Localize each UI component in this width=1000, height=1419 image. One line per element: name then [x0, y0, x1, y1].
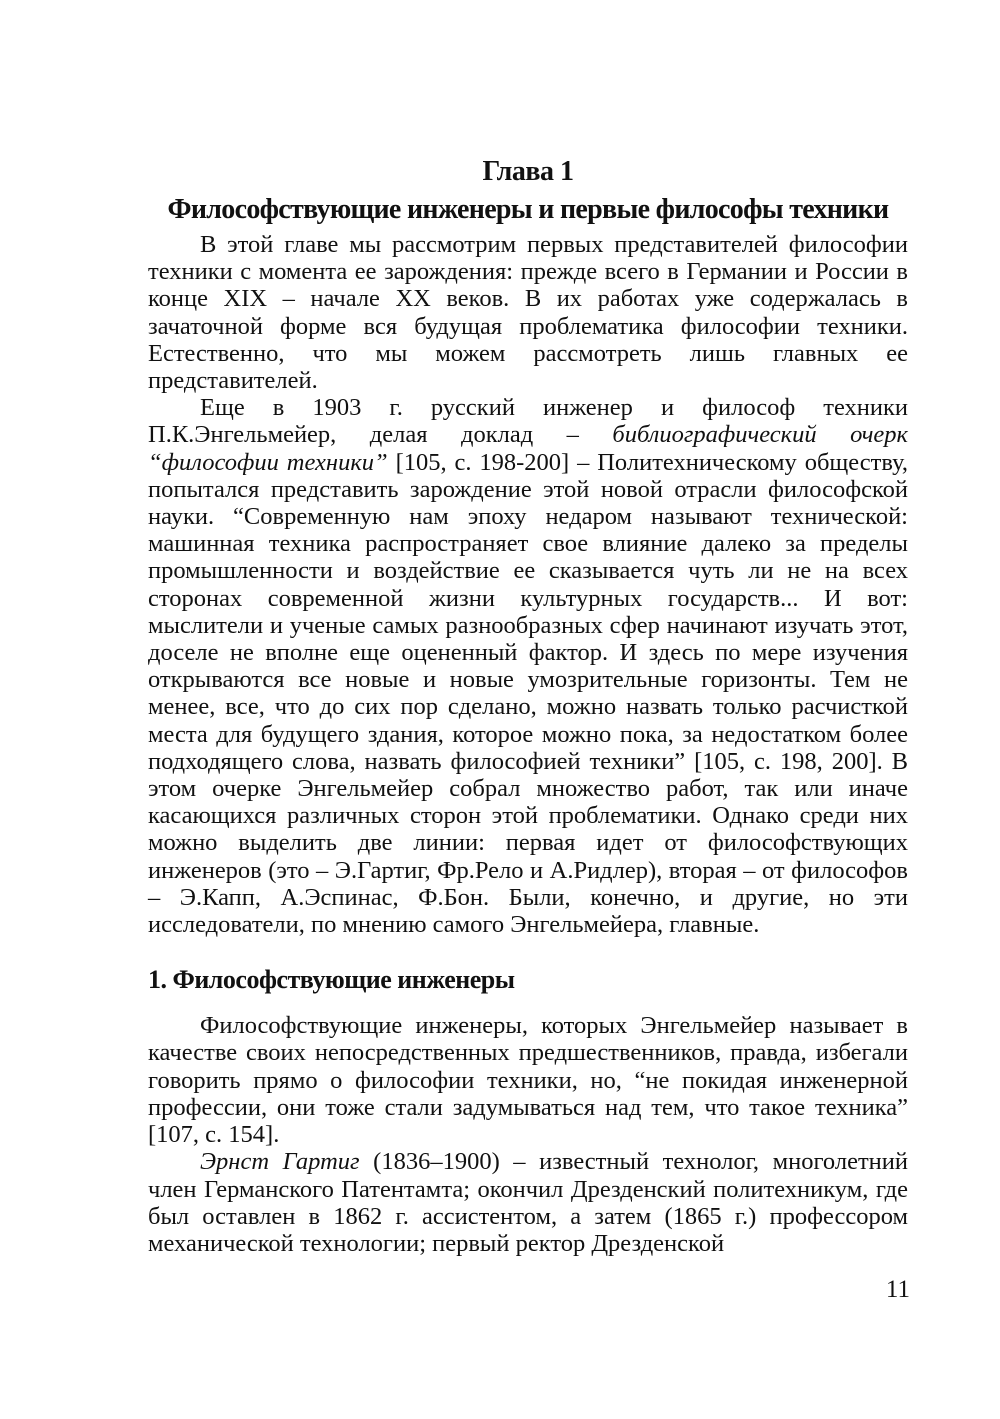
section-paragraph-2-rest: (1836–1900) – известный технолог, многолетний член Германского Патентамта; окончил Дрезденский политехникум, где был оставлен в 1862 г. ассистентом, а затем (1865 г.) профессором механической технологии; первый ректор Дрезденской	[148, 1148, 908, 1257]
intro-paragraph-2-italic: библиографический очерк “философии техники”	[148, 421, 909, 476]
book-page	[148, 152, 908, 1257]
section-paragraph-2-italic: Эрнст Гартиг	[200, 1148, 360, 1176]
page-number: 11	[885, 1276, 910, 1303]
chapter-title: Философствующие инженеры и первые философы техники	[167, 194, 889, 225]
section-paragraph-2	[148, 1148, 908, 1257]
section-heading: 1. Философствующие инженеры	[148, 965, 515, 995]
section-paragraph-1: Философствующие инженеры, которых Энгельмейер называет в качестве своих непосредственных предшественников, правда, избегали говорить прямо о философии техники, но, “не покидая инженерной профессии, они тоже стали задумываться над тем, что такое техника” [107, с. 154].	[148, 1012, 908, 1149]
intro-paragraph-2	[148, 394, 908, 938]
intro-paragraph-2-lead: Еще в 1903 г. русский инженер и философ техники П.К.Энгельмейер, делая доклад –	[148, 394, 908, 449]
intro-paragraph-1: В этой главе мы рассмотрим первых представителей философии техники с момента ее зарождения: прежде всего в Германии и России в конце XIX – начале XX веков. В их работах уже содержалась в зачаточной форме вся будущая проблематика философии техники. Естественно, что мы можем рассмотреть лишь главных ее представителей.	[148, 231, 908, 395]
chapter-label: Глава 1	[482, 156, 574, 187]
intro-paragraph-2-rest: [105, с. 198-200] – Политехническому обществу, попытался представить зарождение этой новой отрасли философской науки. “Современную нам эпоху недаром называют технической: машинная техника распространяет свое влияние далеко за пределы промышленности и воздействие ее сказывается чуть ли не на всех сторонах современной жизни культурных государств... И вот: мыслители и ученые самых разнообразных сфер начинают изучать этот, доселе не вполне еще оцененный фактор. И здесь по мере изучения открываются все новые и новые умозрительные горизонты. Тем не менее, все, что до сих пор сделано, можно назвать только расчисткой места для будущего здания, которое можно пока, за недостатком более подходящего слова, назвать философией техники” [105, с. 198, 200]. В этом очерке Энгельмейер собрал множество работ, так или иначе касающихся различных сторон этой проблематики. Однако среди них можно выделить две линии: первая идет от философствующих инженеров (это – Э.Гартиг, Фр.Рело и А.Ридлер), вторая – от философов – Э.Капп, А.Эспинас, Ф.Бон. Были, конечно, и другие, но эти исследователи, по мнению самого Энгельмейера, главные.	[148, 448, 908, 939]
